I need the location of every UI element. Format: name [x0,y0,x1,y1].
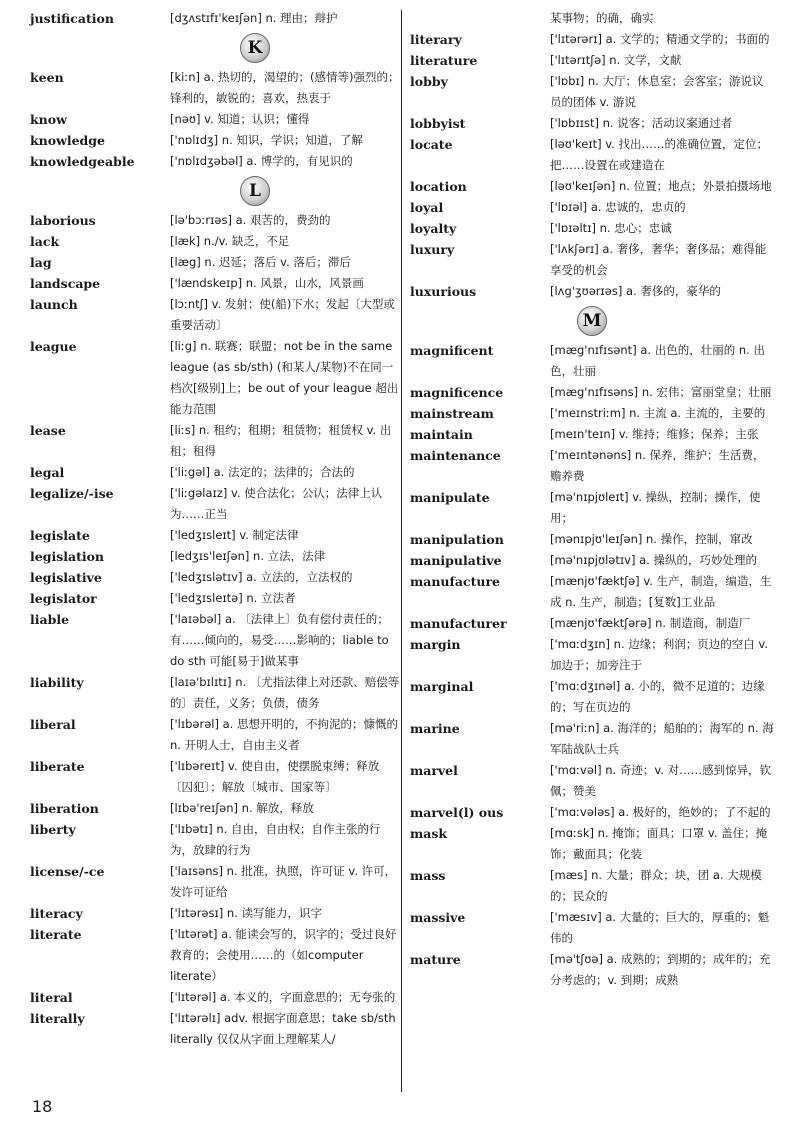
dictionary-entry [410,424,774,445]
definition: ['meɪntənəns] n. 保养，维护；生活费，赡养费 [550,448,765,483]
dictionary-entry [410,239,774,281]
dictionary-entry [30,8,400,29]
dictionary-entry [30,294,400,336]
dictionary-entry [30,67,400,109]
dictionary-entry [30,252,400,273]
dictionary-entry [410,676,774,718]
definition: ['lɒbɪ] n. 大厅；休息室；会客室；游说议员的团体 v. 游说 [550,74,764,109]
headword: marginal [410,679,474,694]
definition: [kiːn] a. 热切的，渴望的；(感情等)强烈的；锋利的，敏锐的；喜欢，热衷于 [170,70,400,105]
dictionary-entry [30,420,400,462]
definition: [liːg] n. 联赛；联盟；not be in the same league (as sb/sth) (和某人/某物)不在同一档次[级别]上；be out of your league 超出能力范围 [170,339,399,416]
dictionary-entry [410,487,774,529]
definition: ['lɪtərɪtʃə] n. 文学，文献 [550,53,682,67]
definition: [liːs] n. 租约；租期；租赁物；租赁权 v. 出租；租得 [170,423,392,458]
headword: justification [30,11,114,26]
headword: marine [410,721,460,736]
definition: [lʌg'ʒʊərɪəs] a. 奢侈的，豪华的 [550,284,721,298]
definition: ['mɑːvələs] a. 极好的，绝妙的；了不起的 [550,805,771,819]
right-column [410,8,774,991]
definition: ['lʌkʃərɪ] a. 奢侈，奢华；奢侈品；难得能享受的机会 [550,242,767,277]
definition: [læk] n./v. 缺乏，不足 [170,234,290,248]
definition: ['nɒlɪdʒəbəl] a. 博学的，有见识的 [170,154,353,168]
headword: legislate [30,528,90,543]
column-divider [401,10,402,1092]
definition: [lə'bɔːrɪəs] a. 艰苦的，费劲的 [170,213,331,227]
headword: magnificence [410,385,504,400]
headword: manipulative [410,553,502,568]
headword: legislation [30,549,105,564]
dictionary-entry [410,113,774,134]
dictionary-entry [30,130,400,151]
headword: maintenance [410,448,501,463]
definition: [lɔːntʃ] v. 发射；使(船)下水；发起〔大型或重要活动〕 [170,297,395,332]
definition: [mə'nɪpjʊlətɪv] a. 操纵的，巧妙处理的 [550,553,757,567]
definition: ['meɪnstriːm] n. 主流 a. 主流的，主要的 [550,406,766,420]
definition: [ləʊ'keɪʃən] n. 位置；地点；外景拍摄场地 [550,179,772,193]
dictionary-entry [410,50,774,71]
dictionary-entry [30,798,400,819]
dictionary-entry [30,525,400,546]
headword: mass [410,868,446,883]
definition: [lɪbə'reɪʃən] n. 解放，释放 [170,801,314,815]
headword: literally [30,1011,85,1026]
dictionary-entry [410,571,774,613]
definition: [ledʒɪs'leɪʃən] n. 立法，法律 [170,549,326,563]
headword: liberal [30,717,76,732]
headword: license/-ce [30,864,105,879]
definition: ['laɪəbəl] a. 〔法律上〕负有偿付责任的；有……倾向的，易受……影响的；liable to do sth 可能[易于]做某事 [170,612,389,668]
dictionary-entry [30,231,400,252]
section-letter-row [30,29,400,67]
dictionary-entry [410,382,774,403]
definition: ['lɪtərət] a. 能读会写的，识字的；受过良好教育的；会使用……的（如computer literate） [170,927,397,983]
section-letter-badge: M [577,306,607,336]
definition: ['liːgəl] a. 法定的；法律的；合法的 [170,465,355,479]
headword: laborious [30,213,96,228]
dictionary-entry [410,865,774,907]
headword: launch [30,297,78,312]
headword: manufacturer [410,616,507,631]
headword: liberation [30,801,99,816]
definition: ['lɪtərəl] a. 本义的，字面意思的；无夸张的 [170,990,396,1004]
section-letter-row [410,302,774,340]
dictionary-entry [410,134,774,176]
headword: manufacture [410,574,500,589]
dictionary-entry [30,109,400,130]
headword: legal [30,465,65,480]
headword: liberty [30,822,76,837]
definition: [mæs] n. 大量；群众；块，团 a. 大规模的；民众的 [550,868,762,903]
headword: knowledge [30,133,105,148]
dictionary-entry [410,340,774,382]
headword: location [410,179,467,194]
definition: ['liːgəlaɪz] v. 使合法化；公认；法律上认为……正当 [170,486,383,521]
dictionary-entry [410,907,774,949]
definition: ['nɒlɪdʒ] n. 知识，学识；知道，了解 [170,133,363,147]
headword: lobbyist [410,116,466,131]
definition: ['mɑːvəl] n. 奇迹；v. 对……感到惊异，钦佩；赞美 [550,763,772,798]
headword: landscape [30,276,101,291]
left-column [30,8,400,1050]
dictionary-entry [410,949,774,991]
dictionary-entry [410,445,774,487]
definition: [mæg'nɪfɪsəns] n. 宏伟；富丽堂皇；壮丽 [550,385,772,399]
headword: know [30,112,67,127]
headword: massive [410,910,466,925]
dictionary-entry [410,71,774,113]
dictionary-entry [30,567,400,588]
headword: legalize/-ise [30,486,114,501]
definition: ['mɑːdʒɪn] n. 边缘；利润；页边的空白 v. 加边于；加旁注于 [550,637,768,672]
headword: marvel(l) ous [410,805,504,820]
dictionary-entry [30,819,400,861]
dictionary-entry [410,613,774,634]
headword: lobby [410,74,448,89]
dictionary-entry [30,672,400,714]
headword: luxury [410,242,455,257]
definition: ['lændskeɪp] n. 风景，山水，风景画 [170,276,364,290]
section-letter-badge: L [240,176,270,206]
headword: legislator [30,591,97,606]
definition: [mɑːsk] n. 掩饰；面具；口罩 v. 盖住；掩饰；戴面具；化装 [550,826,768,861]
headword: locate [410,137,453,152]
definition: ['lɪtərəsɪ] n. 读写能力，识字 [170,906,323,920]
dictionary-entry [30,546,400,567]
dictionary-entry [410,823,774,865]
dictionary-entry [410,29,774,50]
headword: lag [30,255,52,270]
dictionary-entry [30,924,400,987]
dictionary-entry [30,756,400,798]
definition: [dʒʌstɪfɪ'keɪʃən] n. 理由；辩护 [170,11,338,25]
definition: [mənɪpjʊ'leɪʃən] n. 操作，控制，窜改 [550,532,753,546]
definition: ['lɪbətɪ] n. 自由，自由权；自作主张的行为，放肆的行为 [170,822,381,857]
definition: [mænjʊ'fæktʃərə] n. 制造商，制造厂 [550,616,751,630]
dictionary-entry [30,151,400,172]
headword: literal [30,990,73,1005]
dictionary-entry [410,718,774,760]
headword: knowledgeable [30,154,135,169]
dictionary-entry [410,197,774,218]
headword: lease [30,423,66,438]
dictionary-entry [410,634,774,676]
headword: magnificent [410,343,494,358]
definition: [mænjʊ'fæktʃə] v. 生产，制造，编造，生成 n. 生产，制造；[复数]工业品 [550,574,772,609]
dictionary-entry [410,529,774,550]
section-letter-row [30,172,400,210]
headword: manipulate [410,490,490,505]
page-number: 18 [32,1097,53,1116]
headword: liability [30,675,84,690]
definition: ['mɑːdʒɪnəl] a. 小的，微不足道的；边缘的；写在页边的 [550,679,765,714]
dictionary-entry [410,760,774,802]
section-letter-badge: K [240,33,270,63]
headword: mature [410,952,461,967]
definition: ['lɪbərəl] a. 思想开明的，不拘泥的；慷慨的 n. 开明人士，自由主义者 [170,717,398,752]
definition: ['lɒbɪɪst] n. 说客；活动议案通过者 [550,116,733,130]
headword: legislative [30,570,102,585]
headword: keen [30,70,64,85]
definition: ['ledʒɪslətɪv] a. 立法的，立法权的 [170,570,353,584]
headword: liberate [30,759,85,774]
headword: liable [30,612,70,627]
headword: league [30,339,77,354]
dictionary-entry [30,588,400,609]
definition: [læg] n. 迟延；落后 v. 落后；滞后 [170,255,351,269]
dictionary-entry [30,714,400,756]
dictionary-entry [410,403,774,424]
headword: loyalty [410,221,457,236]
headword: maintain [410,427,473,442]
definition: [nəʊ] v. 知道；认识；懂得 [170,112,310,126]
dictionary-entry [30,861,400,903]
definition: [ləʊ'keɪt] v. 找出……的准确位置，定位；把……设置在或建造在 [550,137,768,172]
definition: [meɪn'teɪn] v. 维持；维修；保养；主张 [550,427,759,441]
definition: ['laɪsəns] n. 批准，执照，许可证 v. 许可，发许可证给 [170,864,397,899]
headword: marvel [410,763,458,778]
headword: literate [30,927,82,942]
headword: manipulation [410,532,504,547]
dictionary-entry [410,550,774,571]
definition: ['ledʒɪsleɪt] v. 制定法律 [170,528,299,542]
headword: mainstream [410,406,494,421]
dictionary-entry [30,903,400,924]
definition: [laɪə'bɪlɪtɪ] n. 〔尤指法律上对还款、赔偿等的〕责任，义务；负债，债务 [170,675,400,710]
headword: margin [410,637,461,652]
headword: mask [410,826,448,841]
definition: [mə'riːn] a. 海洋的；船舶的；海军的 n. 海军陆战队士兵 [550,721,774,756]
definition: ['lɪtərəlɪ] adv. 根据字面意思；take sb/sth literally 仅仅从字面上理解某人/ [170,1011,396,1046]
definition: [mə'nɪpjʊleɪt] v. 操纵，控制；操作，使用； [550,490,761,525]
headword: luxurious [410,284,477,299]
dictionary-entry [30,987,400,1008]
definition: ['mæsɪv] a. 大量的；巨大的，厚重的；魁伟的 [550,910,770,945]
headword: literacy [30,906,83,921]
definition: ['lɪtərərɪ] a. 文学的；精通文学的；书面的 [550,32,770,46]
definition: [mə'tʃʊə] a. 成熟的；到期的；成年的；充分考虑的；v. 到期；成熟 [550,952,771,987]
definition: ['lɒɪəl] a. 忠诚的，忠贞的 [550,200,686,214]
headword: literary [410,32,462,47]
definition: 某事物；的确，确实 [550,11,654,25]
dictionary-entry [30,1008,400,1050]
definition: ['ledʒɪsleɪtə] n. 立法者 [170,591,296,605]
dictionary-entry [30,273,400,294]
dictionary-entry [30,483,400,525]
dictionary-entry [30,336,400,420]
dictionary-entry [410,218,774,239]
definition: ['lɒɪəltɪ] n. 忠心；忠诚 [550,221,672,235]
dictionary-entry [30,462,400,483]
definition: [mæg'nɪfɪsənt] a. 出色的，壮丽的 n. 出色，壮丽 [550,343,765,378]
headword: lack [30,234,60,249]
headword: literature [410,53,478,68]
dictionary-entry [30,609,400,672]
dictionary-entry [30,210,400,231]
dictionary-entry [410,176,774,197]
dictionary-entry [410,281,774,302]
definition: ['lɪbəreɪt] v. 使自由，使摆脱束缚；释放〔囚犯〕；解放〔城市、国家等〕 [170,759,380,794]
dictionary-entry [410,802,774,823]
headword: loyal [410,200,444,215]
entry-continuation [410,8,774,29]
